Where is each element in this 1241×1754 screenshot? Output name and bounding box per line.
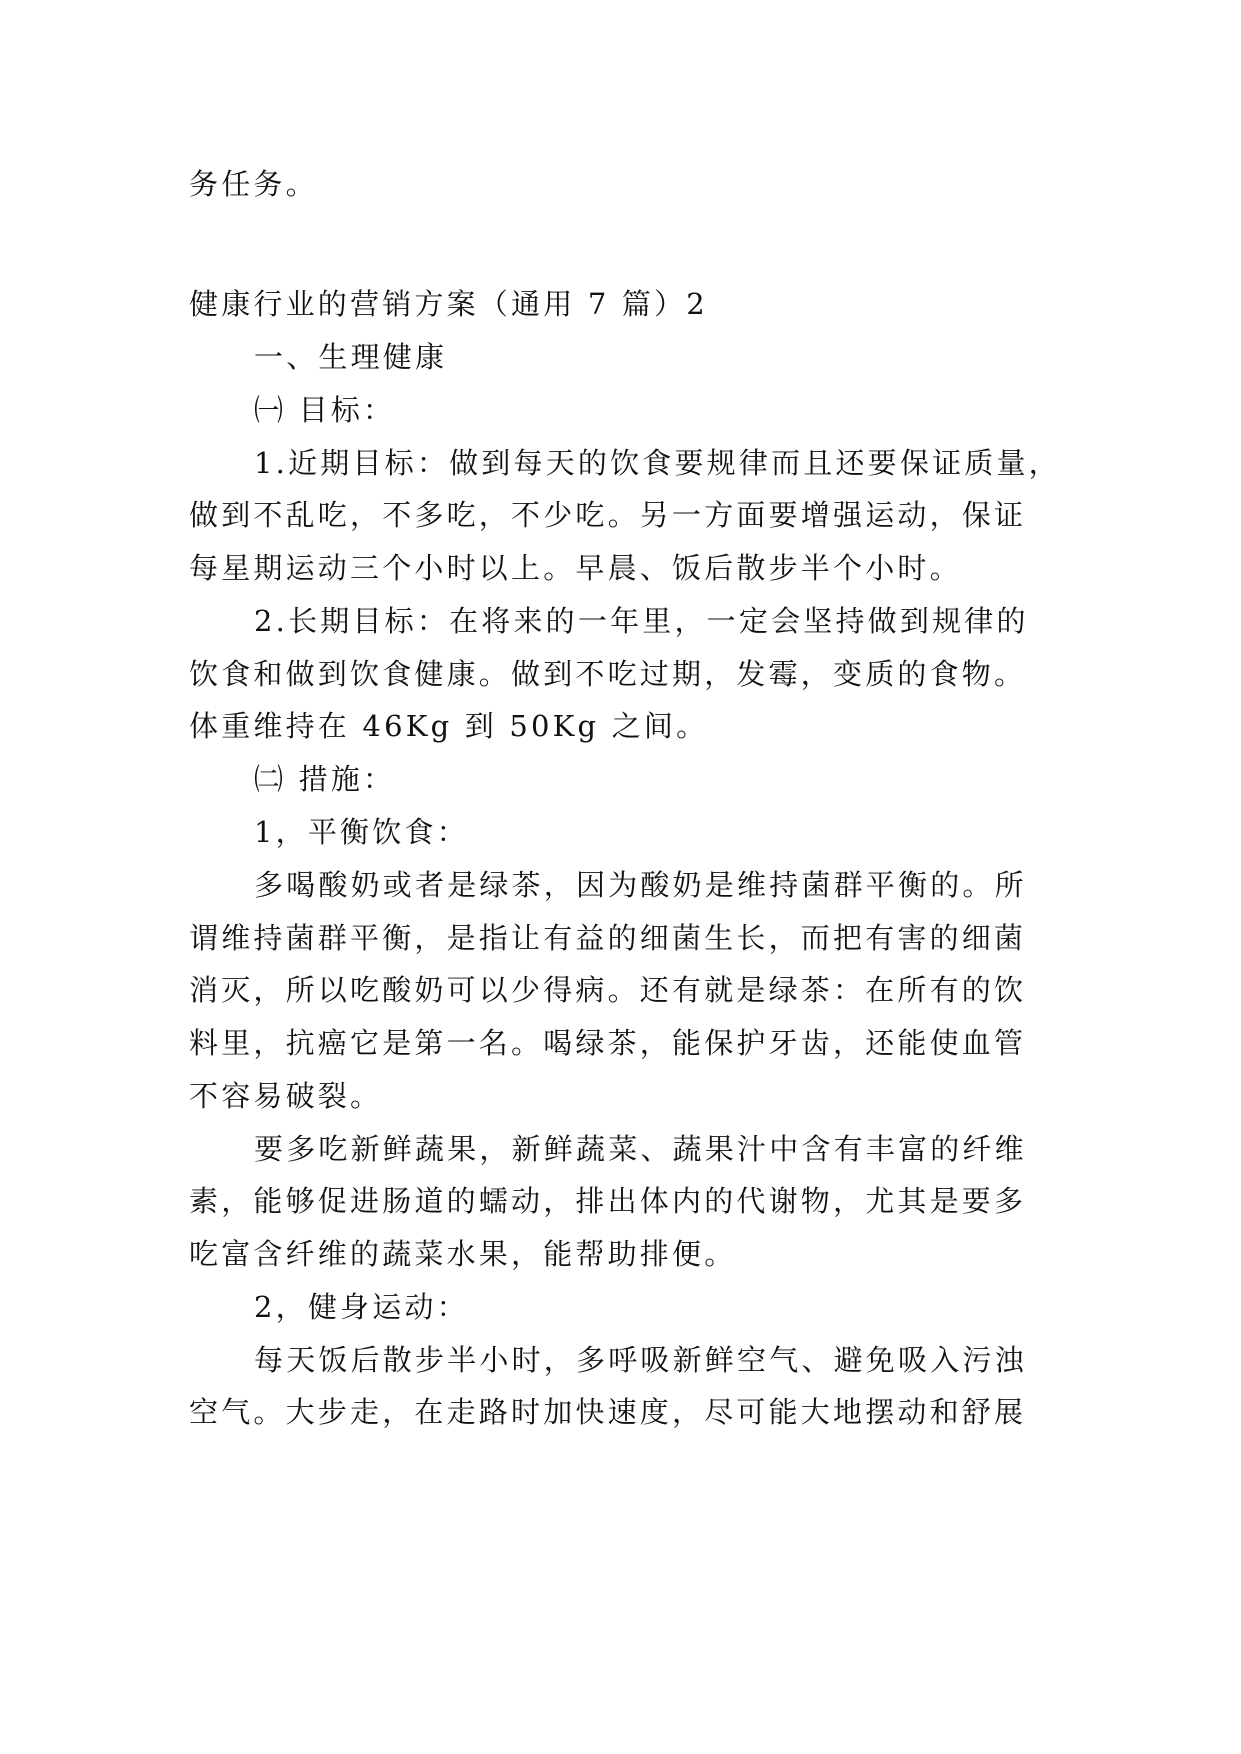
heading-level-1: 一、生理健康 bbox=[254, 340, 448, 374]
heading-level-2: ㈡ 措施： bbox=[254, 762, 396, 796]
section-title: 健康行业的营销方案（通用 7 篇）2 bbox=[189, 287, 708, 321]
text-line: 素，能够促进肠道的蠕动，排出体内的代谢物，尤其是要多 bbox=[189, 1184, 1027, 1218]
heading-level-3: 2，健身运动： bbox=[254, 1290, 469, 1324]
text-line: 每星期运动三个小时以上。早晨、饭后散步半个小时。 bbox=[189, 551, 962, 585]
text-line: 空气。大步走，在走路时加快速度，尽可能大地摆动和舒展 bbox=[189, 1395, 1027, 1429]
text-line: 做到不乱吃，不多吃，不少吃。另一方面要增强运动，保证 bbox=[189, 498, 1027, 532]
text-line: 谓维持菌群平衡，是指让有益的细菌生长，而把有害的细菌 bbox=[189, 921, 1027, 955]
text-line: 不容易破裂。 bbox=[189, 1079, 383, 1113]
text-line: 消灭，所以吃酸奶可以少得病。还有就是绿茶：在所有的饮 bbox=[189, 973, 1027, 1007]
text-line: 务任务。 bbox=[189, 167, 318, 201]
text-line: 要多吃新鲜蔬果，新鲜蔬菜、蔬果汁中含有丰富的纤维 bbox=[254, 1132, 1027, 1166]
text-line: 每天饭后散步半小时，多呼吸新鲜空气、避免吸入污浊 bbox=[254, 1343, 1027, 1377]
text-line: 体重维持在 46Kg 到 50Kg 之间。 bbox=[189, 709, 709, 743]
text-line: 2.长期目标：在将来的一年里，一定会坚持做到规律的 bbox=[254, 604, 1029, 638]
heading-level-3: 1，平衡饮食： bbox=[254, 815, 469, 849]
text-line: 吃富含纤维的蔬菜水果，能帮助排便。 bbox=[189, 1237, 737, 1271]
heading-level-2: ㈠ 目标： bbox=[254, 393, 396, 427]
text-line: 料里，抗癌它是第一名。喝绿茶，能保护牙齿，还能使血管 bbox=[189, 1026, 1027, 1060]
text-line: 1.近期目标：做到每天的饮食要规律而且还要保证质量， bbox=[254, 446, 1061, 480]
text-line: 饮食和做到饮食健康。做到不吃过期，发霉，变质的食物。 bbox=[189, 657, 1027, 691]
text-line: 多喝酸奶或者是绿茶，因为酸奶是维持菌群平衡的。所 bbox=[254, 868, 1027, 902]
